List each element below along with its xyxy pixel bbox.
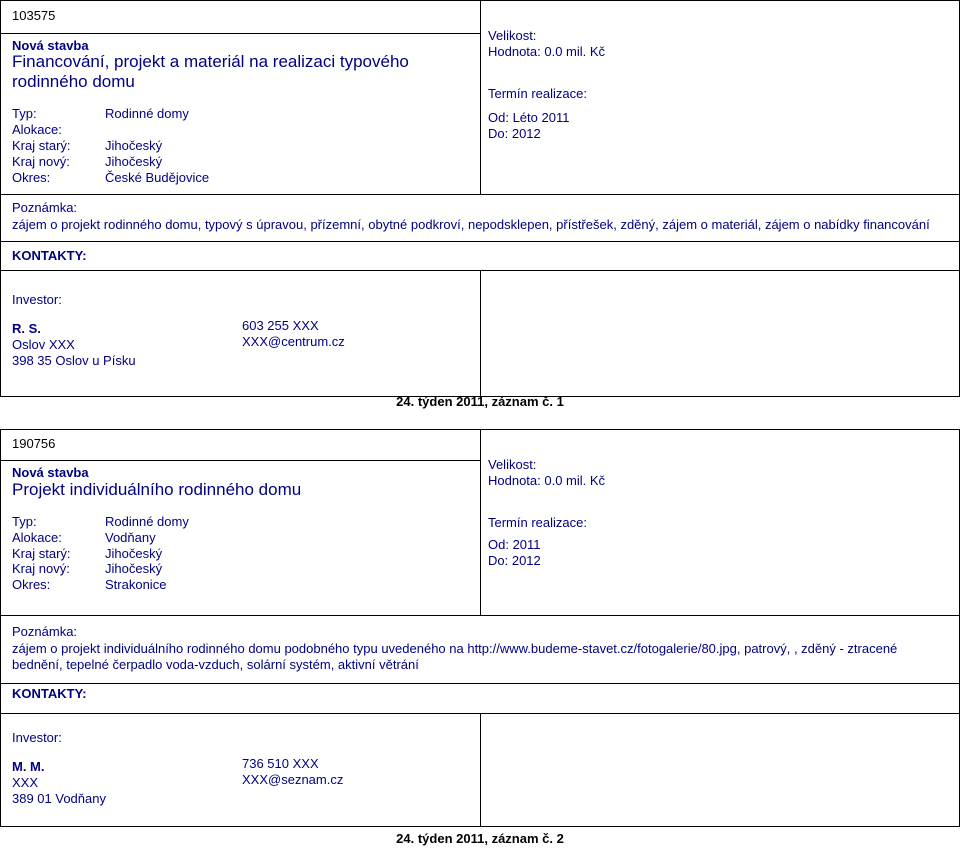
note-text-line-1: zájem o projekt rodinného domu, typový s úpravou, přízemní, obytné podkroví, nepodsklepen, přístřešek, zděný, zájem o materiál, zájem o nabídky financování: [12, 217, 930, 232]
investor-city: 389 01 Vodňany: [12, 791, 106, 806]
field-label-type: Typ:: [12, 514, 37, 529]
record-title-line-1: Financování, projekt a materiál na realizaci typového: [12, 52, 409, 71]
term-label: Termín realizace:: [488, 515, 587, 530]
divider: [0, 615, 960, 616]
investor-email[interactable]: XXX@seznam.cz: [242, 772, 344, 787]
field-label-old-region: Kraj starý:: [12, 138, 71, 153]
field-value-old-region: Jihočeský: [105, 546, 163, 561]
divider: [480, 713, 481, 826]
field-label-new-region: Kraj nový:: [12, 154, 70, 169]
divider: [0, 460, 480, 461]
investor-name: M. M.: [12, 759, 45, 774]
divider: [480, 429, 481, 615]
field-label-allocation: Alokace:: [12, 530, 62, 545]
field-value-type: Rodinné domy: [105, 106, 189, 121]
field-label-old-region: Kraj starý:: [12, 546, 71, 561]
field-value-allocation: Vodňany: [105, 530, 156, 545]
contacts-heading: KONTAKTY:: [12, 248, 87, 263]
divider: [480, 270, 481, 396]
field-value-district: Strakonice: [105, 577, 167, 592]
investor-label: Investor:: [12, 730, 62, 745]
note-text-line-1: zájem o projekt individuálního rodinného domu podobného typu uvedeného na http://www.budeme-stavet.cz/fotogalerie/80.jpg, patrový, , zděný - ztracené: [12, 641, 898, 656]
note-text-line-2: bednění, tepelné čerpadlo voda-vzduch, solární systém, aktivní větrání: [12, 657, 419, 672]
divider: [0, 826, 960, 827]
divider: [0, 33, 480, 34]
field-value-new-region: Jihočeský: [105, 154, 163, 169]
field-label-new-region: Kraj nový:: [12, 561, 70, 576]
field-value-old-region: Jihočeský: [105, 138, 163, 153]
record-footer: 24. týden 2011, záznam č. 2: [396, 831, 564, 846]
record-title-line-1: Projekt individuálního rodinného domu: [12, 480, 302, 499]
investor-city: 398 35 Oslov u Písku: [12, 353, 136, 368]
size-value: Hodnota: 0.0 mil. Kč: [488, 473, 606, 488]
field-label-allocation: Alokace:: [12, 122, 62, 137]
note-label: Poznámka:: [12, 200, 78, 215]
field-value-district: České Budějovice: [105, 170, 210, 185]
record-kind: Nová stavba: [12, 465, 89, 480]
divider: [0, 429, 1, 826]
field-value-type: Rodinné domy: [105, 514, 189, 529]
record-id: 103575: [12, 8, 56, 23]
contacts-heading: KONTAKTY:: [12, 686, 87, 701]
investor-phone: 603 255 XXX: [242, 318, 319, 333]
size-label: Velikost:: [488, 457, 537, 472]
term-from: Od: Léto 2011: [488, 110, 570, 125]
field-label-district: Okres:: [12, 577, 51, 592]
investor-email[interactable]: XXX@centrum.cz: [242, 334, 345, 349]
divider: [0, 0, 1, 396]
size-value: Hodnota: 0.0 mil. Kč: [488, 44, 606, 59]
term-to: Do: 2012: [488, 553, 541, 568]
field-label-district: Okres:: [12, 170, 51, 185]
divider: [0, 241, 960, 242]
record-id: 190756: [12, 436, 56, 451]
size-label: Velikost:: [488, 28, 537, 43]
divider: [480, 0, 481, 194]
field-label-type: Typ:: [12, 106, 37, 121]
investor-street: Oslov XXX: [12, 337, 75, 352]
investor-street: XXX: [12, 775, 39, 790]
investor-name: R. S.: [12, 321, 41, 336]
investor-label: Investor:: [12, 292, 62, 307]
divider: [0, 683, 960, 684]
divider: [0, 194, 960, 195]
term-from: Od: 2011: [488, 537, 541, 552]
record-footer: 24. týden 2011, záznam č. 1: [396, 394, 564, 409]
record-kind: Nová stavba: [12, 38, 89, 53]
term-label: Termín realizace:: [488, 86, 587, 101]
record-title-line-2: rodinného domu: [12, 72, 135, 91]
field-value-new-region: Jihočeský: [105, 561, 163, 576]
investor-phone: 736 510 XXX: [242, 756, 319, 771]
term-to: Do: 2012: [488, 126, 541, 141]
note-label: Poznámka:: [12, 624, 78, 639]
